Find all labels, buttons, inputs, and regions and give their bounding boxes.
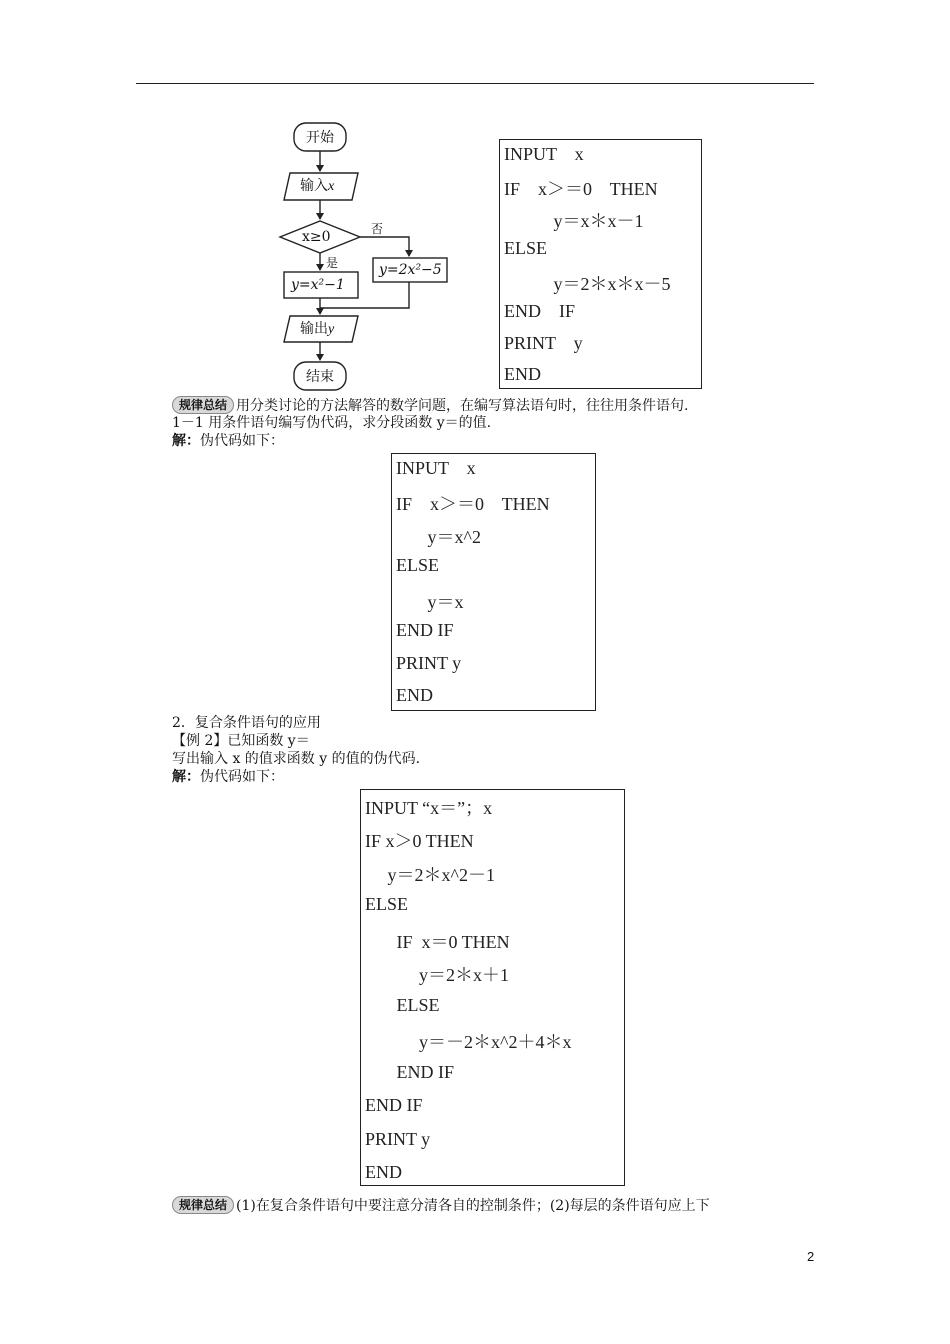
summary-2: 规律总结 (1)在复合条件语句中要注意分清各自的控制条件；(2)每层的条件语句应上下 — [172, 1197, 710, 1215]
code-line: IF x＞0 THEN — [365, 831, 474, 851]
code-line: IF x＝0 THEN — [365, 932, 510, 952]
code-line: END — [504, 364, 541, 384]
code-line: ELSE — [396, 555, 439, 575]
header-rule — [136, 83, 814, 84]
code-line: IF x＞＝0 THEN — [396, 494, 550, 514]
code-line: y＝x^2 — [396, 527, 481, 547]
code-line: END IF — [504, 301, 575, 321]
code-line: END IF — [365, 1095, 423, 1115]
code-line: y＝x — [396, 592, 464, 612]
code-box-1 — [499, 139, 702, 389]
example-solution: 解：伪代码如下： — [172, 769, 284, 785]
example-task: 写出输入 x 的值求函数 y 的值的伪代码. — [172, 751, 421, 767]
flow-branch-yes: y=x²−1 — [291, 277, 345, 293]
code-box-3 — [360, 789, 625, 1186]
code-line: END — [396, 685, 433, 705]
code-line: IF x＞＝0 THEN — [504, 179, 658, 199]
code-line: PRINT y — [365, 1129, 431, 1149]
flow-condition-label: x≥0 — [302, 229, 331, 245]
code-line: ELSE — [504, 238, 547, 258]
page-number: 2 — [807, 1249, 815, 1264]
code-line: INPUT x — [504, 144, 584, 164]
code-line: ELSE — [365, 995, 440, 1015]
flow-output-label: 输出y — [300, 321, 335, 337]
code-box-2 — [391, 453, 596, 711]
code-line: y＝2＊x＊x－5 — [504, 274, 671, 294]
code-line: ELSE — [365, 894, 408, 914]
code-line: END IF — [396, 620, 454, 640]
section-heading: 2．复合条件语句的应用 — [172, 715, 321, 731]
example-title: 【例 2】已知函数 y＝ — [172, 733, 310, 749]
flow-input-label: 输入x — [300, 178, 335, 194]
summary-1: 规律总结 用分类讨论的方法解答的数学问题，在编写算法语句时，往往用条件语句. — [172, 397, 688, 415]
code-line: y＝x＊x－1 — [504, 211, 644, 231]
flow-end-label: 结束 — [306, 369, 334, 385]
flowchart — [276, 120, 456, 392]
flow-no-label: 否 — [371, 222, 384, 236]
summary-badge: 规律总结 — [172, 396, 234, 414]
exercise-title: 1－1 用条件语句编写伪代码，求分段函数 y＝的值. — [172, 415, 492, 431]
flow-yes-label: 是 — [326, 256, 339, 270]
code-line: y＝2＊x^2－1 — [365, 865, 495, 885]
code-line: INPUT x — [396, 458, 476, 478]
code-line: INPUT “x＝”；x — [365, 798, 493, 818]
code-line: END — [365, 1162, 402, 1182]
code-line: y＝2＊x＋1 — [365, 965, 509, 985]
flow-start-label: 开始 — [306, 130, 334, 146]
flowchart-lines — [276, 120, 456, 392]
flow-branch-no: y=2x²−5 — [379, 262, 442, 278]
code-line: END IF — [365, 1062, 454, 1082]
exercise-solution: 解：伪代码如下： — [172, 433, 284, 449]
code-line: PRINT y — [504, 333, 583, 353]
summary-badge: 规律总结 — [172, 1196, 234, 1214]
code-line: PRINT y — [396, 653, 462, 673]
code-line: y＝－2＊x^2＋4＊x — [365, 1032, 572, 1052]
